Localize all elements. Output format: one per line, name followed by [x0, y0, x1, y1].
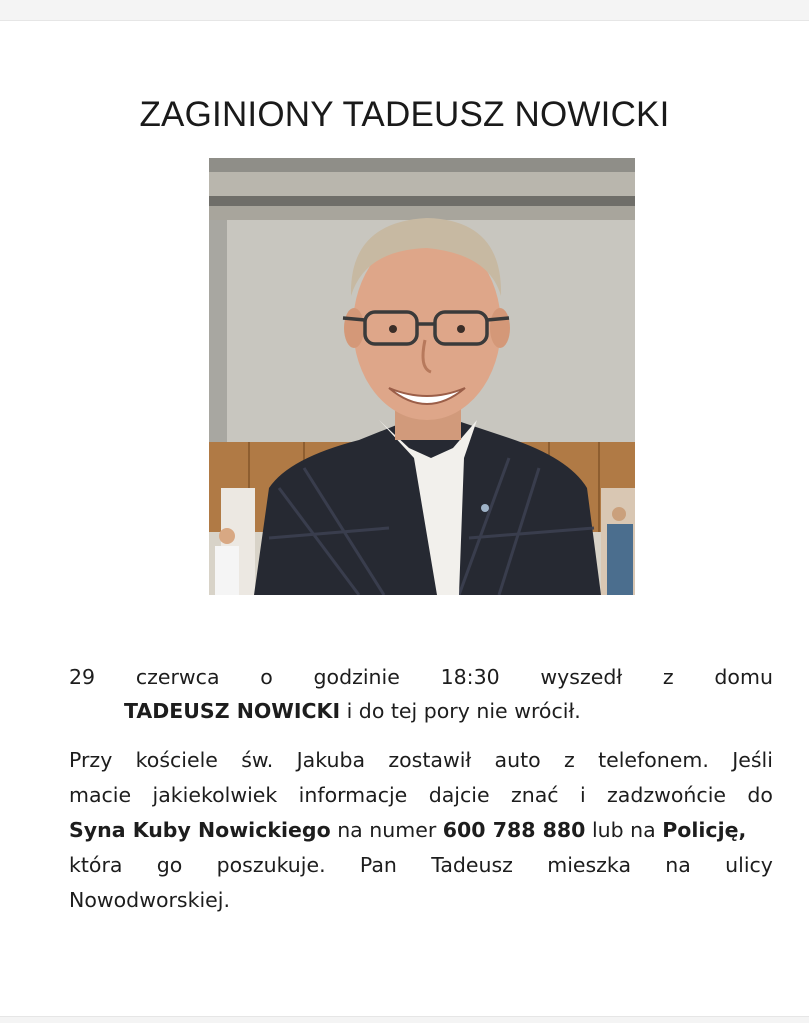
word: Jakuba [296, 748, 366, 772]
word: o [260, 665, 273, 689]
missing-person-name: TADEUSZ NOWICKI [124, 699, 341, 723]
word: Pan [359, 853, 397, 877]
word: informacje [298, 783, 408, 807]
word: poszukuje. [216, 853, 326, 877]
para1-second-line [124, 697, 764, 725]
para1-rest: i do tej pory nie wrócił. [340, 699, 581, 723]
phone-number: 600 788 880 [442, 818, 586, 842]
word: z [662, 665, 674, 689]
word: auto [494, 748, 541, 772]
word: Przy [69, 748, 113, 772]
word: telefonem. [598, 748, 709, 772]
poster-title: ZAGINIONY TADEUSZ NOWICKI [139, 95, 670, 134]
word: i [579, 783, 586, 807]
para2-line-3 [69, 813, 773, 848]
word: zadzwońcie [607, 783, 727, 807]
word: z [564, 748, 575, 772]
word: czerwca [135, 665, 220, 689]
word: znać [510, 783, 559, 807]
text: na numer [330, 818, 443, 842]
word: macie [69, 783, 132, 807]
para2-line-5: Nowodworskiej. [69, 888, 231, 912]
poster-page [0, 20, 809, 1017]
word: 29 [69, 665, 96, 689]
word: dajcie [428, 783, 490, 807]
para2 [69, 743, 773, 918]
para1-first-line [69, 663, 773, 691]
word: kościele [135, 748, 218, 772]
word: zostawił [388, 748, 472, 772]
para2-line-4 [69, 848, 773, 883]
word: domu [714, 665, 773, 689]
word: go [156, 853, 183, 877]
word: Tadeusz [431, 853, 513, 877]
word: 18:30 [440, 665, 500, 689]
word: św. [241, 748, 274, 772]
word: ulicy [725, 853, 773, 877]
para2-line-2 [69, 778, 773, 813]
word: Jeśli [732, 748, 773, 772]
word: do [747, 783, 773, 807]
word: jakiekolwiek [152, 783, 278, 807]
word: wyszedł [540, 665, 623, 689]
son-name: Syna Kuby Nowickiego [69, 818, 331, 842]
police-word: Policję, [662, 818, 747, 842]
word: mieszka [547, 853, 632, 877]
para2-line-1 [69, 743, 773, 778]
word: która [69, 853, 123, 877]
missing-person-photo [209, 158, 635, 595]
text: lub na [585, 818, 663, 842]
word: na [665, 853, 691, 877]
word: godzinie [313, 665, 400, 689]
